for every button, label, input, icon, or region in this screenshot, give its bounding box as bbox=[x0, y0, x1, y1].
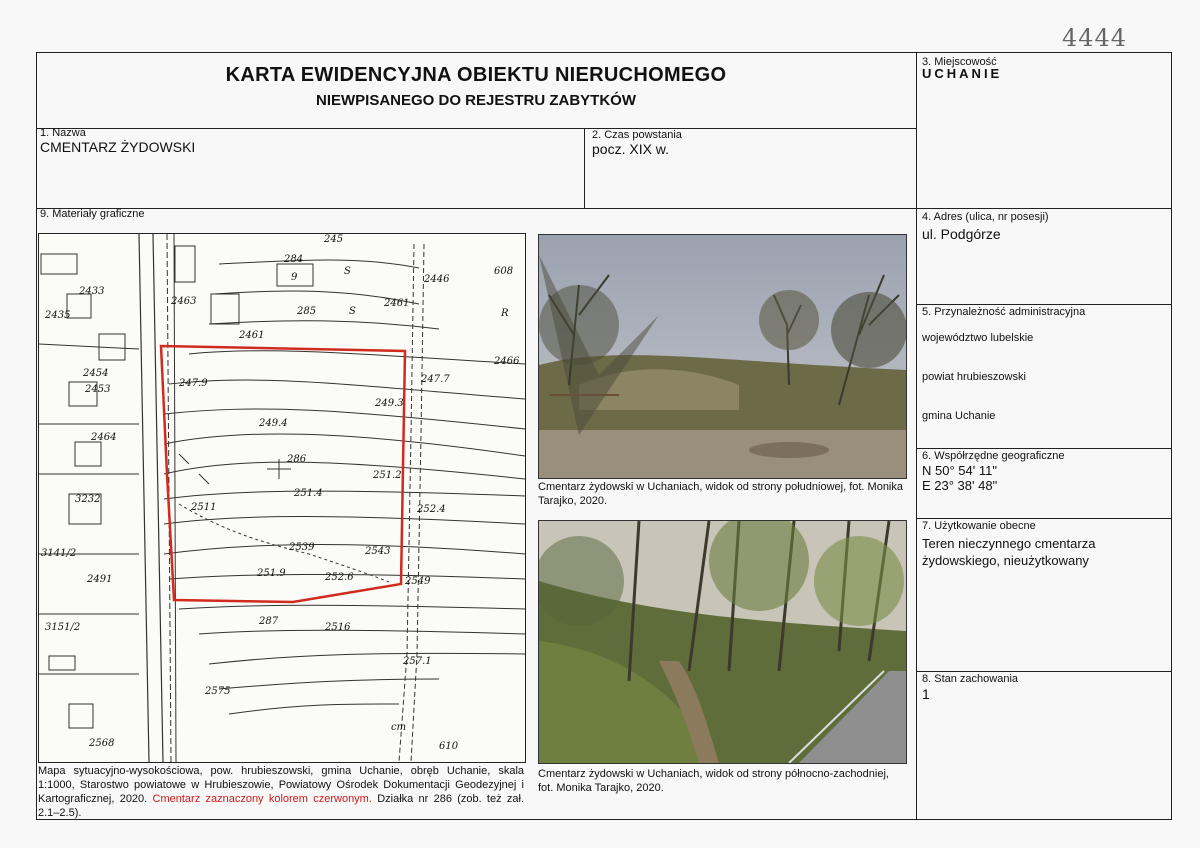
miejscowosc-value: UCHANIE bbox=[922, 66, 1003, 81]
wspolrzedne-label: 6. Współrzędne geograficzne bbox=[922, 450, 1065, 462]
svg-text:257.1: 257.1 bbox=[403, 656, 432, 667]
svg-text:2433: 2433 bbox=[79, 286, 105, 297]
map-caption-text: Mapa sytuacyjno-wysokościowa, pow. hrubieszowski, gmina Uchanie, obręb Uchanie, skala 1:1000, Starostwo powiatowe w Hrubieszowie, Powiatowy Ośrodek Dokumentacji Geodezyjnej i Kartograficznej, 2020. bbox=[38, 765, 524, 805]
miejscowosc-label: 3. Miejscowość bbox=[922, 56, 997, 68]
svg-text:2466: 2466 bbox=[494, 356, 520, 367]
frame-right bbox=[1171, 52, 1172, 819]
svg-text:2549: 2549 bbox=[405, 576, 431, 587]
svg-text:251.2: 251.2 bbox=[373, 470, 402, 481]
adres-value: ul. Podgórze bbox=[922, 226, 1001, 242]
adres-label: 4. Adres (ulica, nr posesji) bbox=[922, 211, 1049, 223]
map-caption-red: Cmentarz zaznaczony kolorem czerwonym. bbox=[152, 793, 372, 805]
photo-northwest-view bbox=[538, 520, 907, 764]
handwritten-number: 4444 bbox=[1062, 24, 1128, 52]
svg-text:2575: 2575 bbox=[205, 686, 231, 697]
svg-text:251.9: 251.9 bbox=[257, 568, 286, 579]
svg-text:3232: 3232 bbox=[75, 494, 101, 505]
name-time-divider bbox=[584, 128, 585, 208]
powiat-value: powiat hrubieszowski bbox=[922, 371, 1026, 383]
svg-text:2453: 2453 bbox=[85, 384, 111, 395]
stan-label: 8. Stan zachowania bbox=[922, 673, 1019, 685]
svg-text:2435: 2435 bbox=[45, 310, 71, 321]
svg-text:284: 284 bbox=[284, 254, 304, 265]
svg-text:247.9: 247.9 bbox=[179, 378, 208, 389]
svg-text:285: 285 bbox=[297, 306, 317, 317]
svg-text:2516: 2516 bbox=[325, 622, 351, 633]
svg-text:S: S bbox=[344, 266, 351, 277]
cadastral-map bbox=[38, 233, 526, 763]
svg-text:252.6: 252.6 bbox=[325, 572, 354, 583]
name-divider bbox=[36, 208, 1172, 209]
usage-divider bbox=[916, 518, 1172, 519]
svg-text:608: 608 bbox=[494, 266, 514, 277]
svg-text:2511: 2511 bbox=[191, 502, 217, 513]
map-caption bbox=[38, 764, 524, 820]
svg-text:cm: cm bbox=[391, 722, 407, 733]
czas-value: pocz. XIX w. bbox=[592, 141, 670, 157]
frame-left bbox=[36, 52, 37, 819]
frame-top bbox=[36, 52, 1172, 53]
state-divider bbox=[916, 671, 1172, 672]
materialy-label: 9. Materiały graficzne bbox=[40, 208, 145, 220]
svg-text:2461: 2461 bbox=[384, 298, 410, 309]
svg-text:S: S bbox=[349, 306, 356, 317]
adres-divider bbox=[916, 304, 1172, 305]
svg-text:9: 9 bbox=[291, 272, 298, 283]
longitude-value: E 23° 38' 48" bbox=[922, 478, 998, 493]
svg-text:2539: 2539 bbox=[289, 542, 315, 553]
svg-text:251.4: 251.4 bbox=[294, 488, 323, 499]
nazwa-label: 1. Nazwa bbox=[40, 127, 86, 139]
nazwa-value: CMENTARZ ŻYDOWSKI bbox=[40, 139, 196, 155]
svg-text:2543: 2543 bbox=[365, 546, 391, 557]
svg-text:2491: 2491 bbox=[87, 574, 113, 585]
title-divider bbox=[36, 128, 916, 129]
latitude-value: N 50° 54' 11" bbox=[922, 463, 997, 478]
uzytkowanie-value: Teren nieczynnego cmentarza żydowskiego, nieużytkowany bbox=[922, 536, 1096, 568]
svg-text:2454: 2454 bbox=[83, 368, 109, 379]
svg-text:2461: 2461 bbox=[239, 330, 265, 341]
photo-northwest-caption: Cmentarz żydowski w Uchaniach, widok od strony północno-zachodniej, fot. Monika Tarajko, 2020. bbox=[538, 768, 889, 794]
gmina-value: gmina Uchanie bbox=[922, 410, 996, 422]
coords-divider bbox=[916, 448, 1172, 449]
svg-text:286: 286 bbox=[287, 454, 307, 465]
map-caption-parcel: Działka nr 286 (zob. też zał. 2.1–2.5). bbox=[38, 793, 524, 819]
svg-text:2568: 2568 bbox=[89, 738, 115, 749]
svg-text:252.4: 252.4 bbox=[417, 504, 446, 515]
photo-south-view bbox=[538, 234, 907, 479]
svg-text:610: 610 bbox=[439, 741, 459, 752]
form-subtitle: NIEWPISANEGO DO REJESTRU ZABYTKÓW bbox=[315, 92, 637, 109]
stan-value: 1 bbox=[922, 686, 930, 702]
form-title: KARTA EWIDENCYJNA OBIEKTU NIERUCHOMEGO bbox=[225, 64, 727, 86]
svg-text:R: R bbox=[501, 308, 509, 319]
column-divider bbox=[916, 52, 917, 819]
photo-south-caption: Cmentarz żydowski w Uchaniach, widok od strony południowej, fot. Monika Tarajko, 2020. bbox=[538, 481, 903, 507]
wojewodztwo-value: województwo lubelskie bbox=[922, 332, 1034, 344]
svg-text:245: 245 bbox=[324, 234, 344, 245]
czas-label: 2. Czas powstania bbox=[592, 129, 682, 141]
map-drawing bbox=[39, 234, 525, 762]
svg-text:3141/2: 3141/2 bbox=[41, 548, 77, 559]
uzytkowanie-label: 7. Użytkowanie obecne bbox=[922, 520, 1036, 532]
svg-text:2464: 2464 bbox=[91, 432, 117, 443]
svg-text:249.3: 249.3 bbox=[375, 398, 404, 409]
svg-text:287: 287 bbox=[259, 616, 279, 627]
przynaleznosc-label: 5. Przynależność administracyjna bbox=[922, 306, 1086, 318]
svg-text:2446: 2446 bbox=[424, 274, 450, 285]
svg-text:2463: 2463 bbox=[171, 296, 197, 307]
svg-text:247.7: 247.7 bbox=[421, 374, 450, 385]
svg-text:3151/2: 3151/2 bbox=[45, 622, 81, 633]
svg-text:249.4: 249.4 bbox=[259, 418, 288, 429]
